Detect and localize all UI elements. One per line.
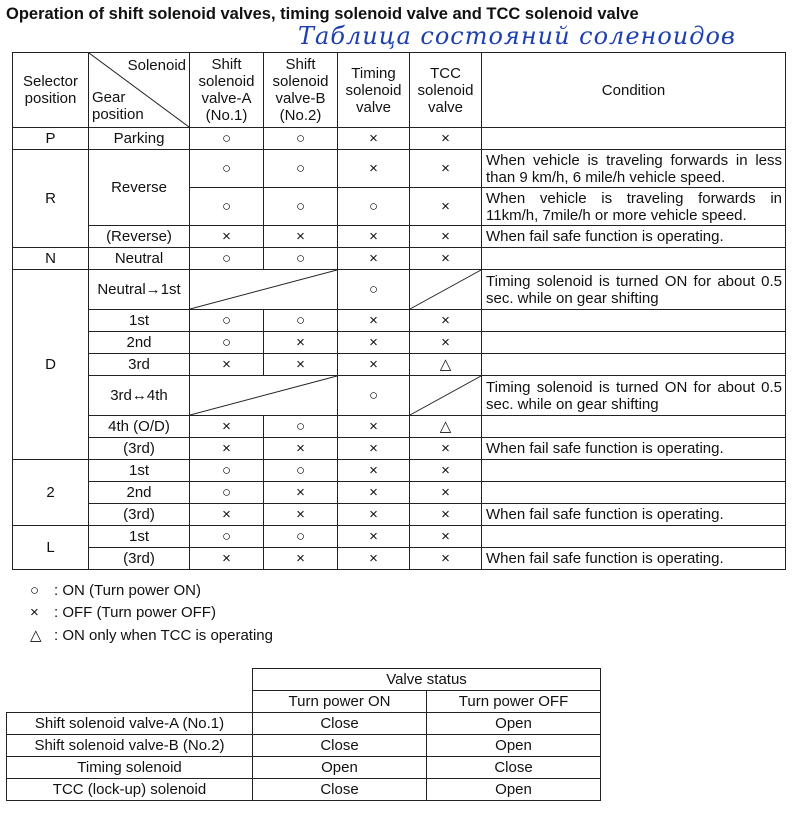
table-row bbox=[13, 226, 786, 248]
table-row bbox=[13, 248, 786, 270]
legend-item: ○ : ON (Turn power ON) bbox=[30, 582, 201, 599]
condition-cell: When fail safe function is operating. bbox=[482, 548, 786, 570]
valve-status-header: Valve status bbox=[253, 669, 601, 691]
header-shift-b: Shift solenoid valve-B (No.2) bbox=[264, 53, 338, 128]
table-row bbox=[7, 735, 601, 757]
table-row bbox=[13, 270, 786, 310]
power-on-header: Turn power ON bbox=[253, 691, 427, 713]
triangle-icon: △ bbox=[30, 627, 42, 644]
slash-line bbox=[410, 270, 481, 309]
slash-cell bbox=[410, 270, 482, 310]
valve-off-status: Close bbox=[427, 757, 601, 779]
gear-cell: (3rd) bbox=[89, 504, 190, 526]
valve-off-status: Open bbox=[427, 735, 601, 757]
valve-off-status: Open bbox=[427, 713, 601, 735]
condition-cell bbox=[482, 460, 786, 482]
status-cell: × bbox=[338, 354, 410, 376]
selector-cell: L bbox=[13, 526, 89, 570]
gear-cell: (3rd) bbox=[89, 548, 190, 570]
condition-cell: When vehicle is traveling forwards in 11km/h, 7mile/h or more vehicle speed. bbox=[482, 188, 786, 226]
gear-cell: 2nd bbox=[89, 482, 190, 504]
gear-cell: Neutral→1st bbox=[89, 270, 190, 310]
status-cell: × bbox=[410, 526, 482, 548]
status-cell: × bbox=[264, 482, 338, 504]
valve-name: Timing solenoid bbox=[7, 757, 253, 779]
status-cell: × bbox=[410, 460, 482, 482]
status-cell: × bbox=[410, 226, 482, 248]
status-cell: ○ bbox=[190, 188, 264, 226]
header-shift-a: Shift solenoid valve-A (No.1) bbox=[190, 53, 264, 128]
selector-cell: P bbox=[13, 128, 89, 150]
status-cell: × bbox=[190, 354, 264, 376]
table-row bbox=[7, 669, 601, 691]
status-cell: × bbox=[338, 438, 410, 460]
status-cell: × bbox=[338, 310, 410, 332]
status-cell: × bbox=[338, 248, 410, 270]
status-cell: ○ bbox=[190, 526, 264, 548]
selector-cell: 2 bbox=[13, 460, 89, 526]
table-row bbox=[13, 150, 786, 188]
status-cell: ○ bbox=[264, 248, 338, 270]
valve-off-status: Open bbox=[427, 779, 601, 801]
blank-cell bbox=[7, 669, 253, 713]
header-tcc: TCC solenoid valve bbox=[410, 53, 482, 128]
table-row bbox=[13, 416, 786, 438]
table-row bbox=[7, 713, 601, 735]
gear-cell: Reverse bbox=[89, 150, 190, 226]
condition-cell bbox=[482, 128, 786, 150]
handwritten-subtitle: Таблица состояний соленоидов bbox=[298, 22, 736, 50]
status-cell: ○ bbox=[190, 482, 264, 504]
selector-cell: D bbox=[13, 270, 89, 460]
status-cell: × bbox=[410, 548, 482, 570]
table-row bbox=[7, 757, 601, 779]
header-solenoid-label: Solenoid bbox=[127, 57, 186, 74]
status-cell: × bbox=[410, 438, 482, 460]
table-row bbox=[13, 526, 786, 548]
header-selector: Selector position bbox=[13, 53, 89, 128]
gear-cell: 4th (O/D) bbox=[89, 416, 190, 438]
condition-cell bbox=[482, 310, 786, 332]
valve-on-status: Close bbox=[253, 713, 427, 735]
power-off-header: Turn power OFF bbox=[427, 691, 601, 713]
header-condition: Condition bbox=[482, 53, 786, 128]
status-cell: × bbox=[190, 416, 264, 438]
status-cell: × bbox=[338, 548, 410, 570]
gear-cell: 2nd bbox=[89, 332, 190, 354]
status-cell: × bbox=[190, 438, 264, 460]
status-cell: × bbox=[190, 548, 264, 570]
valve-on-status: Close bbox=[253, 735, 427, 757]
status-cell: × bbox=[264, 226, 338, 248]
condition-cell: Timing solenoid is turned ON for about 0.5 sec. while on gear shifting bbox=[482, 376, 786, 416]
status-cell: ○ bbox=[190, 128, 264, 150]
status-cell: × bbox=[264, 354, 338, 376]
gear-cell: 1st bbox=[89, 526, 190, 548]
condition-cell bbox=[482, 482, 786, 504]
status-cell: × bbox=[410, 248, 482, 270]
header-gear-label: Gear position bbox=[92, 89, 144, 123]
condition-cell bbox=[482, 332, 786, 354]
status-cell: ○ bbox=[338, 376, 410, 416]
slash-cell bbox=[190, 270, 338, 310]
status-cell: × bbox=[410, 128, 482, 150]
table-row bbox=[13, 310, 786, 332]
status-cell: ○ bbox=[190, 150, 264, 188]
valve-status-table bbox=[6, 668, 601, 801]
slash-cell bbox=[190, 376, 338, 416]
cross-icon: × bbox=[30, 604, 39, 621]
gear-cell: 1st bbox=[89, 310, 190, 332]
status-cell: × bbox=[338, 150, 410, 188]
status-cell: × bbox=[410, 310, 482, 332]
status-cell: ○ bbox=[338, 188, 410, 226]
gear-cell: 3rd↔4th bbox=[89, 376, 190, 416]
condition-cell: When vehicle is traveling forwards in less than 9 km/h, 6 mile/h vehicle speed. bbox=[482, 150, 786, 188]
page-title: Operation of shift solenoid valves, timing solenoid valve and TCC solenoid valve bbox=[6, 5, 639, 23]
table-row bbox=[13, 332, 786, 354]
gear-cell: 1st bbox=[89, 460, 190, 482]
gear-cell: 3rd bbox=[89, 354, 190, 376]
condition-cell: When fail safe function is operating. bbox=[482, 438, 786, 460]
status-cell: ○ bbox=[338, 270, 410, 310]
status-cell: × bbox=[190, 226, 264, 248]
status-cell: × bbox=[338, 226, 410, 248]
status-cell: ○ bbox=[190, 460, 264, 482]
table-row bbox=[7, 779, 601, 801]
legend-item: × : OFF (Turn power OFF) bbox=[30, 604, 216, 621]
gear-cell: Parking bbox=[89, 128, 190, 150]
slash-line bbox=[190, 376, 337, 415]
selector-cell: R bbox=[13, 150, 89, 248]
gear-cell: (3rd) bbox=[89, 438, 190, 460]
valve-on-status: Open bbox=[253, 757, 427, 779]
table-row bbox=[13, 354, 786, 376]
selector-cell: N bbox=[13, 248, 89, 270]
condition-cell bbox=[482, 526, 786, 548]
status-cell: × bbox=[264, 504, 338, 526]
status-cell: × bbox=[338, 504, 410, 526]
header-solenoid-gear bbox=[89, 53, 190, 128]
table-row bbox=[13, 504, 786, 526]
status-cell: × bbox=[410, 332, 482, 354]
table-row bbox=[13, 548, 786, 570]
header-row bbox=[13, 53, 786, 128]
status-cell: ○ bbox=[190, 332, 264, 354]
slash-line bbox=[190, 270, 337, 309]
circle-icon: ○ bbox=[30, 582, 40, 599]
valve-name: TCC (lock-up) solenoid bbox=[7, 779, 253, 801]
table-row bbox=[13, 128, 786, 150]
table-row bbox=[13, 482, 786, 504]
condition-cell bbox=[482, 416, 786, 438]
status-cell: ○ bbox=[264, 128, 338, 150]
valve-name: Shift solenoid valve-B (No.2) bbox=[7, 735, 253, 757]
condition-cell: When fail safe function is operating. bbox=[482, 226, 786, 248]
status-cell: × bbox=[264, 332, 338, 354]
status-cell: × bbox=[410, 150, 482, 188]
condition-cell: Timing solenoid is turned ON for about 0.5 sec. while on gear shifting bbox=[482, 270, 786, 310]
status-cell: ○ bbox=[264, 416, 338, 438]
status-cell: ○ bbox=[190, 248, 264, 270]
legend-item: △ : ON only when TCC is operating bbox=[30, 627, 273, 644]
status-cell: × bbox=[264, 548, 338, 570]
header-timing: Timing solenoid valve bbox=[338, 53, 410, 128]
slash-line bbox=[410, 376, 481, 415]
status-cell: × bbox=[338, 332, 410, 354]
table-row bbox=[13, 376, 786, 416]
slash-cell bbox=[410, 376, 482, 416]
status-cell: × bbox=[410, 188, 482, 226]
table-row bbox=[13, 438, 786, 460]
status-cell: × bbox=[190, 504, 264, 526]
gear-cell: Neutral bbox=[89, 248, 190, 270]
status-cell: × bbox=[410, 504, 482, 526]
status-cell: × bbox=[338, 482, 410, 504]
valve-on-status: Close bbox=[253, 779, 427, 801]
status-cell: ○ bbox=[264, 310, 338, 332]
condition-cell bbox=[482, 248, 786, 270]
status-cell: △ bbox=[410, 354, 482, 376]
status-cell: ○ bbox=[264, 188, 338, 226]
status-cell: × bbox=[338, 128, 410, 150]
status-cell: × bbox=[338, 526, 410, 548]
status-cell: △ bbox=[410, 416, 482, 438]
status-cell: × bbox=[410, 482, 482, 504]
valve-name: Shift solenoid valve-A (No.1) bbox=[7, 713, 253, 735]
status-cell: × bbox=[264, 438, 338, 460]
status-cell: ○ bbox=[264, 460, 338, 482]
condition-cell: When fail safe function is operating. bbox=[482, 504, 786, 526]
status-cell: ○ bbox=[190, 310, 264, 332]
status-cell: × bbox=[338, 416, 410, 438]
condition-cell bbox=[482, 354, 786, 376]
status-cell: ○ bbox=[264, 526, 338, 548]
gear-cell: (Reverse) bbox=[89, 226, 190, 248]
solenoid-operation-table bbox=[12, 52, 786, 570]
status-cell: ○ bbox=[264, 150, 338, 188]
status-cell: × bbox=[338, 460, 410, 482]
table-row bbox=[13, 460, 786, 482]
